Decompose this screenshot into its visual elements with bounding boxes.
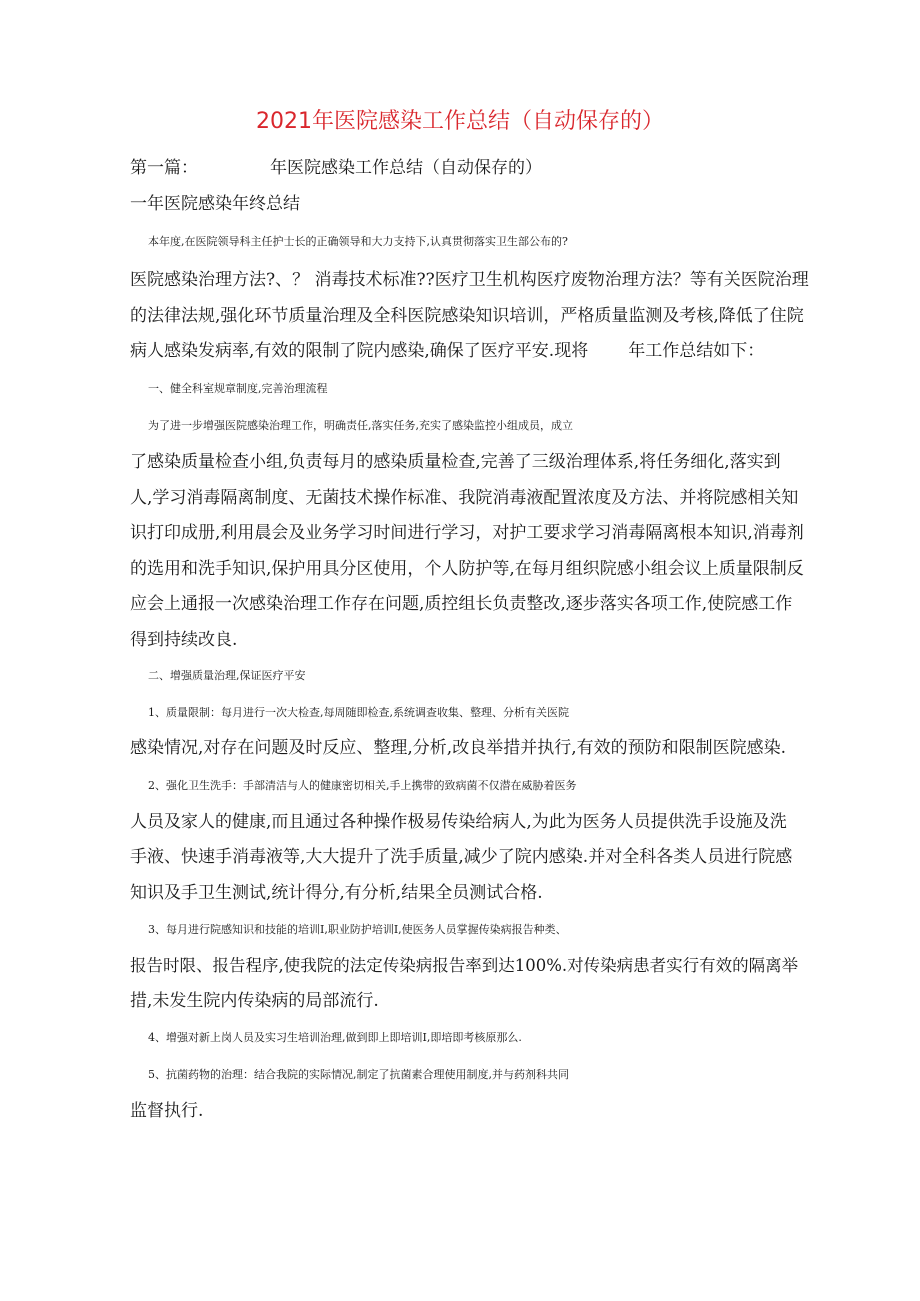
subtitle: 一年医院感染年终总结 [130,194,300,214]
paragraph-line: 知识及手卫生测试,统计得分,有分析,结果全员测试合格. [130,883,543,903]
paragraph-line: 3、每月进行院感知识和技能的培训I,职业防护培训I,使医务人员掌握传染病报告种类、 [148,923,567,936]
paragraph-line: 措,未发生院内传染病的局部流行. [130,991,379,1011]
paragraph-line: 5、抗菌药物的治理：结合我院的实际情况,制定了抗菌素合理使用制度,并与药剂科共同 [148,1068,569,1081]
paragraph-line: 识打印成册,利用晨会及业务学习时间进行学习，对护工要求学习消毒隔离根本知识,消毒剂 [130,523,804,543]
paragraph-line: 手液、快速手消毒液等,大大提升了洗手质量,减少了院内感染.并对全科各类人员进行院感 [130,847,793,867]
chapter-label: 第一篇： [130,158,198,178]
paragraph-line: 得到持续改良. [130,630,238,650]
document-title: 2021年医院感染工作总结（自动保存的） [256,109,664,134]
section-heading: 一、健全科室规章制度,完善治理流程 [148,382,328,395]
paragraph-line [130,339,810,363]
paragraph-line: 的选用和洗手知识,保护用具分区使用，个人防护等,在每月组织院感小组会议上质量限制反 [130,559,804,579]
paragraph-line: 的法律法规,强化环节质量治理及全科医院感染知识培训，严格质量监测及考核,降低了住院 [130,306,804,326]
paragraph-line: 了感染质量检查小组,负责每月的感染质量检查,完善了三级治理体系,将任务细化,落实到 [130,452,781,472]
paragraph-line: 人员及家人的健康,而且通过各种操作极易传染给病人,为此为医务人员提供洗手设施及洗 [130,812,787,832]
paragraph-line: 本年度,在医院领导科主任护士长的正确领导和大力支持下,认真贯彻落实卫生部公布的? [148,235,568,248]
section-heading: 二、增强质量治理,保证医疗平安 [148,669,306,682]
chapter-heading [130,156,810,180]
chapter-title: 年医院感染工作总结（自动保存的） [270,158,542,178]
paragraph-line: 为了进一步增强医院感染治理工作，明确责任,落实任务,充实了感染监控小组成员，成立 [148,419,573,432]
paragraph-line: 应会上通报一次感染治理工作存在问题,质控组长负责整改,逐步落实各项工作,使院感工作 [130,594,793,614]
paragraph-line: 监督执行. [130,1101,204,1121]
paragraph-line: 4、增强对新上岗人员及实习生培训治理,做到即上即培训I,即培即考核原那么. [148,1031,522,1044]
paragraph-line-part: 年工作总结如下： [628,341,765,361]
paragraph-line: 2、强化卫生洗手：手部清洁与人的健康密切相关,手上携带的致病菌不仅潜在威胁着医务 [148,779,577,792]
paragraph-line: 人,学习消毒隔离制度、无菌技术操作标准、我院消毒液配置浓度及方法、并将院感相关知 [130,488,799,508]
paragraph-line: 1、质量限制：每月进行一次大检查,每周随即检查,系统调查收集、整理、分析有关医院 [148,706,569,719]
paragraph-line: 医院感染治理方法?、？ 消毒技术标准??医疗卫生机构医疗废物治理方法？等有关医院治理 [130,270,809,290]
paragraph-line: 报告时限、报告程序,使我院的法定传染病报告率到达100%.对传染病患者实行有效的隔离举 [130,956,799,975]
paragraph-line: 感染情况,对存在问题及时反应、整理,分析,改良举措并执行,有效的预防和限制医院感染. [130,738,787,758]
paragraph-line-part: 病人感染发病率,有效的限制了院内感染,确保了医疗平安.现将 [130,341,589,361]
